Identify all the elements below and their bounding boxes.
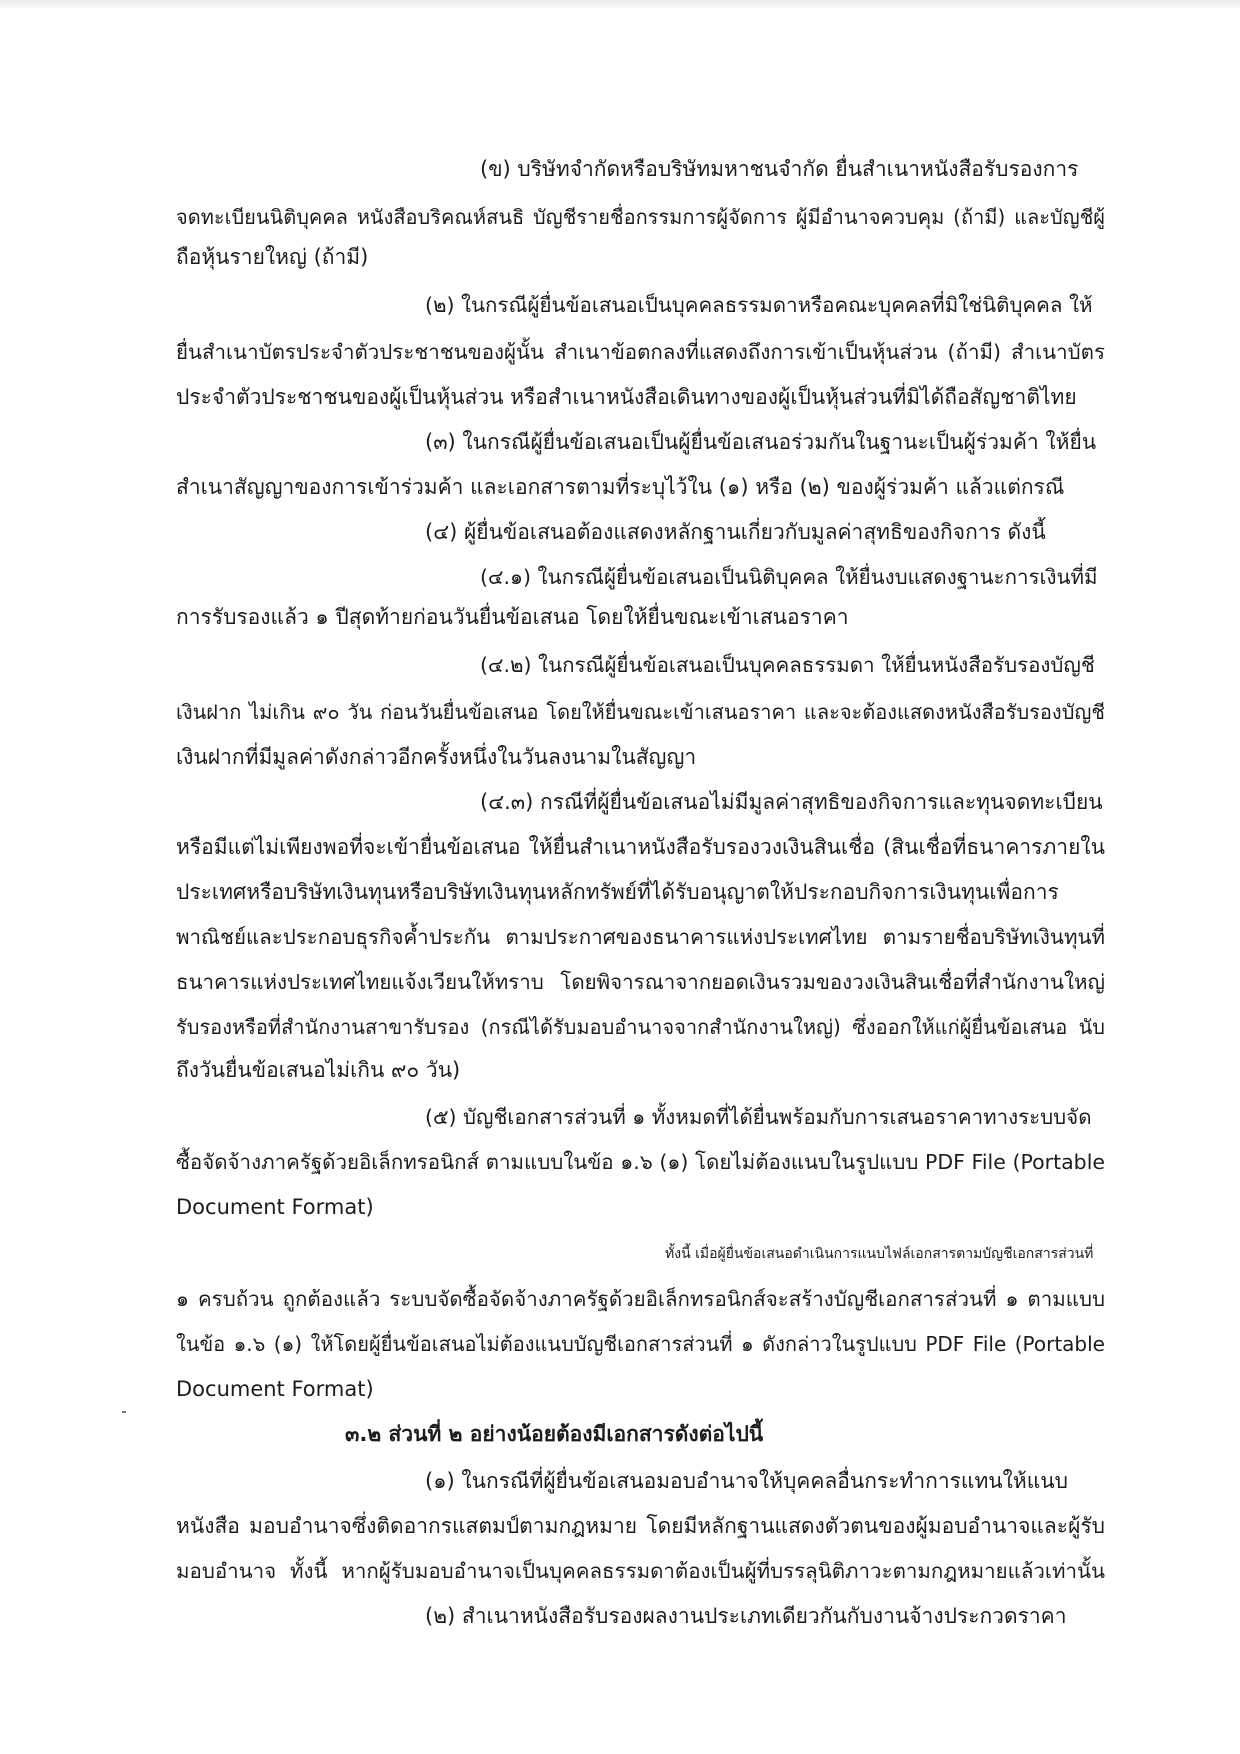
text-line: Document Format) bbox=[176, 1377, 374, 1401]
text-line: ถือหุ้นรายใหญ่ (ถ้ามี) bbox=[176, 245, 369, 269]
text-line: ทั้งนี้ เมื่อผู้ยื่นข้อเสนอดำเนินการแนบไฟล์เอกสารตามบัญชีเอกสารส่วนที่ bbox=[665, 1246, 1094, 1262]
text-line: (๔) ผู้ยื่นข้อเสนอต้องแสดงหลักฐานเกี่ยวกับมูลค่าสุทธิของกิจการ ดังนี้ bbox=[425, 520, 1046, 544]
text-line: (๔.๓) กรณีที่ผู้ยื่นข้อเสนอไม่มีมูลค่าสุทธิของกิจการและทุนจดทะเบียน bbox=[480, 790, 1103, 814]
section-heading: ๓.๒ ส่วนที่ ๒ อย่างน้อยต้องมีเอกสารดังต่อไปนี้ bbox=[345, 1422, 764, 1446]
text-line: (๕) บัญชีเอกสารส่วนที่ ๑ ทั้งหมดที่ได้ยื่นพร้อมกับการเสนอราคาทางระบบจัด bbox=[425, 1105, 1092, 1129]
text-line: การรับรองแล้ว ๑ ปีสุดท้ายก่อนวันยื่นข้อเสนอ โดยให้ยื่นขณะเข้าเสนอราคา bbox=[176, 605, 849, 629]
text-line: เงินฝาก ไม่เกิน ๙๐ วัน ก่อนวันยื่นข้อเสนอ โดยให้ยื่นขณะเข้าเสนอราคา และจะต้องแสดงหนังสือรับรองบัญชี bbox=[176, 700, 1105, 724]
text-line: Document Format) bbox=[176, 1195, 374, 1219]
text-line: จดทะเบียนนิติบุคคล หนังสือบริคณห์สนธิ บัญชีรายชื่อกรรมการผู้จัดการ ผู้มีอำนาจควบคุม (ถ้ามี) และบัญชีผู้ bbox=[176, 205, 1105, 229]
text-line: (๒) ในกรณีผู้ยื่นข้อเสนอเป็นบุคคลธรรมดาหรือคณะบุคคลที่มิใช่นิติบุคคล ให้ bbox=[425, 293, 1093, 317]
text-line: (๔.๒) ในกรณีผู้ยื่นข้อเสนอเป็นบุคคลธรรมดา ให้ยื่นหนังสือรับรองบัญชี bbox=[480, 653, 1095, 677]
text-line: (ข) บริษัทจำกัดหรือบริษัทมหาชนจำกัด ยื่นสำเนาหนังสือรับรองการ bbox=[480, 157, 1079, 181]
text-line: สำเนาสัญญาของการเข้าร่วมค้า และเอกสารตามที่ระบุไว้ใน (๑) หรือ (๒) ของผู้ร่วมค้า แล้วแต่กรณี bbox=[176, 475, 1065, 499]
text-line: หนังสือ มอบอำนาจซึ่งติดอากรแสตมป์ตามกฎหมาย โดยมีหลักฐานแสดงตัวตนของผู้มอบอำนาจและผู้รับ bbox=[176, 1514, 1105, 1538]
text-line: ประเทศหรือบริษัทเงินทุนหรือบริษัทเงินทุนหลักทรัพย์ที่ได้รับอนุญาตให้ประกอบกิจการเงินทุนเพื่อการ bbox=[176, 880, 1059, 904]
scan-speck bbox=[122, 1411, 126, 1413]
text-line: ซื้อจัดจ้างภาครัฐด้วยอิเล็กทรอนิกส์ ตามแบบในข้อ ๑.๖ (๑) โดยไม่ต้องแนบในรูปแบบ PDF File (Portable bbox=[176, 1150, 1105, 1174]
text-line: (๓) ในกรณีผู้ยื่นข้อเสนอเป็นผู้ยื่นข้อเสนอร่วมกันในฐานะเป็นผู้ร่วมค้า ให้ยื่น bbox=[425, 430, 1097, 454]
text-line: ถึงวันยื่นข้อเสนอไม่เกิน ๙๐ วัน) bbox=[176, 1058, 461, 1082]
text-line: ธนาคารแห่งประเทศไทยแจ้งเวียนให้ทราบ โดยพิจารณาจากยอดเงินรวมของวงเงินสินเชื่อที่สำนักงานใหญ่ bbox=[176, 970, 1105, 994]
text-line: ๑ ครบถ้วน ถูกต้องแล้ว ระบบจัดซื้อจัดจ้างภาครัฐด้วยอิเล็กทรอนิกส์จะสร้างบัญชีเอกสารส่วนที่ ๑ ตามแบบ bbox=[176, 1287, 1105, 1311]
text-line: (๑) ในกรณีที่ผู้ยื่นข้อเสนอมอบอำนาจให้บุคคลอื่นกระทำการแทนให้แนบ bbox=[425, 1469, 1068, 1493]
text-line: ยื่นสำเนาบัตรประจำตัวประชาชนของผู้นั้น สำเนาข้อตกลงที่แสดงถึงการเข้าเป็นหุ้นส่วน (ถ้ามี) สำเนาบัตร bbox=[176, 340, 1105, 364]
text-line: ประจำตัวประชาชนของผู้เป็นหุ้นส่วน หรือสำเนาหนังสือเดินทางของผู้เป็นหุ้นส่วนที่มิได้ถือสัญชาติไทย bbox=[176, 385, 1077, 409]
scan-top-edge bbox=[0, 0, 1240, 10]
text-line: (๒) สำเนาหนังสือรับรองผลงานประเภทเดียวกันกับงานจ้างประกวดราคา bbox=[425, 1604, 1067, 1628]
text-line: หรือมีแต่ไม่เพียงพอที่จะเข้ายื่นข้อเสนอ ให้ยื่นสำเนาหนังสือรับรองวงเงินสินเชื่อ (สินเชื่อที่ธนาคารภายใน bbox=[176, 835, 1105, 859]
text-line: มอบอำนาจ ทั้งนี้ หากผู้รับมอบอำนาจเป็นบุคคลธรรมดาต้องเป็นผู้ที่บรรลุนิติภาวะตามกฎหมายแล้วเท่านั้น bbox=[176, 1559, 1105, 1583]
text-line: ในข้อ ๑.๖ (๑) ให้โดยผู้ยื่นข้อเสนอไม่ต้องแนบบัญชีเอกสารส่วนที่ ๑ ดังกล่าวในรูปแบบ PDF File (Portable bbox=[176, 1332, 1105, 1356]
text-line: รับรองหรือที่สำนักงานสาขารับรอง (กรณีได้รับมอบอำนาจจากสำนักงานใหญ่) ซึ่งออกให้แก่ผู้ยื่นข้อเสนอ นับ bbox=[176, 1015, 1105, 1039]
text-line: เงินฝากที่มีมูลค่าดังกล่าวอีกครั้งหนึ่งในวันลงนามในสัญญา bbox=[176, 745, 697, 769]
text-line: พาณิชย์และประกอบธุรกิจค้ำประกัน ตามประกาศของธนาคารแห่งประเทศไทย ตามรายชื่อบริษัทเงินทุนที่ bbox=[176, 925, 1105, 949]
text-line: (๔.๑) ในกรณีผู้ยื่นข้อเสนอเป็นนิติบุคคล ให้ยื่นงบแสดงฐานะการเงินที่มี bbox=[480, 565, 1098, 589]
